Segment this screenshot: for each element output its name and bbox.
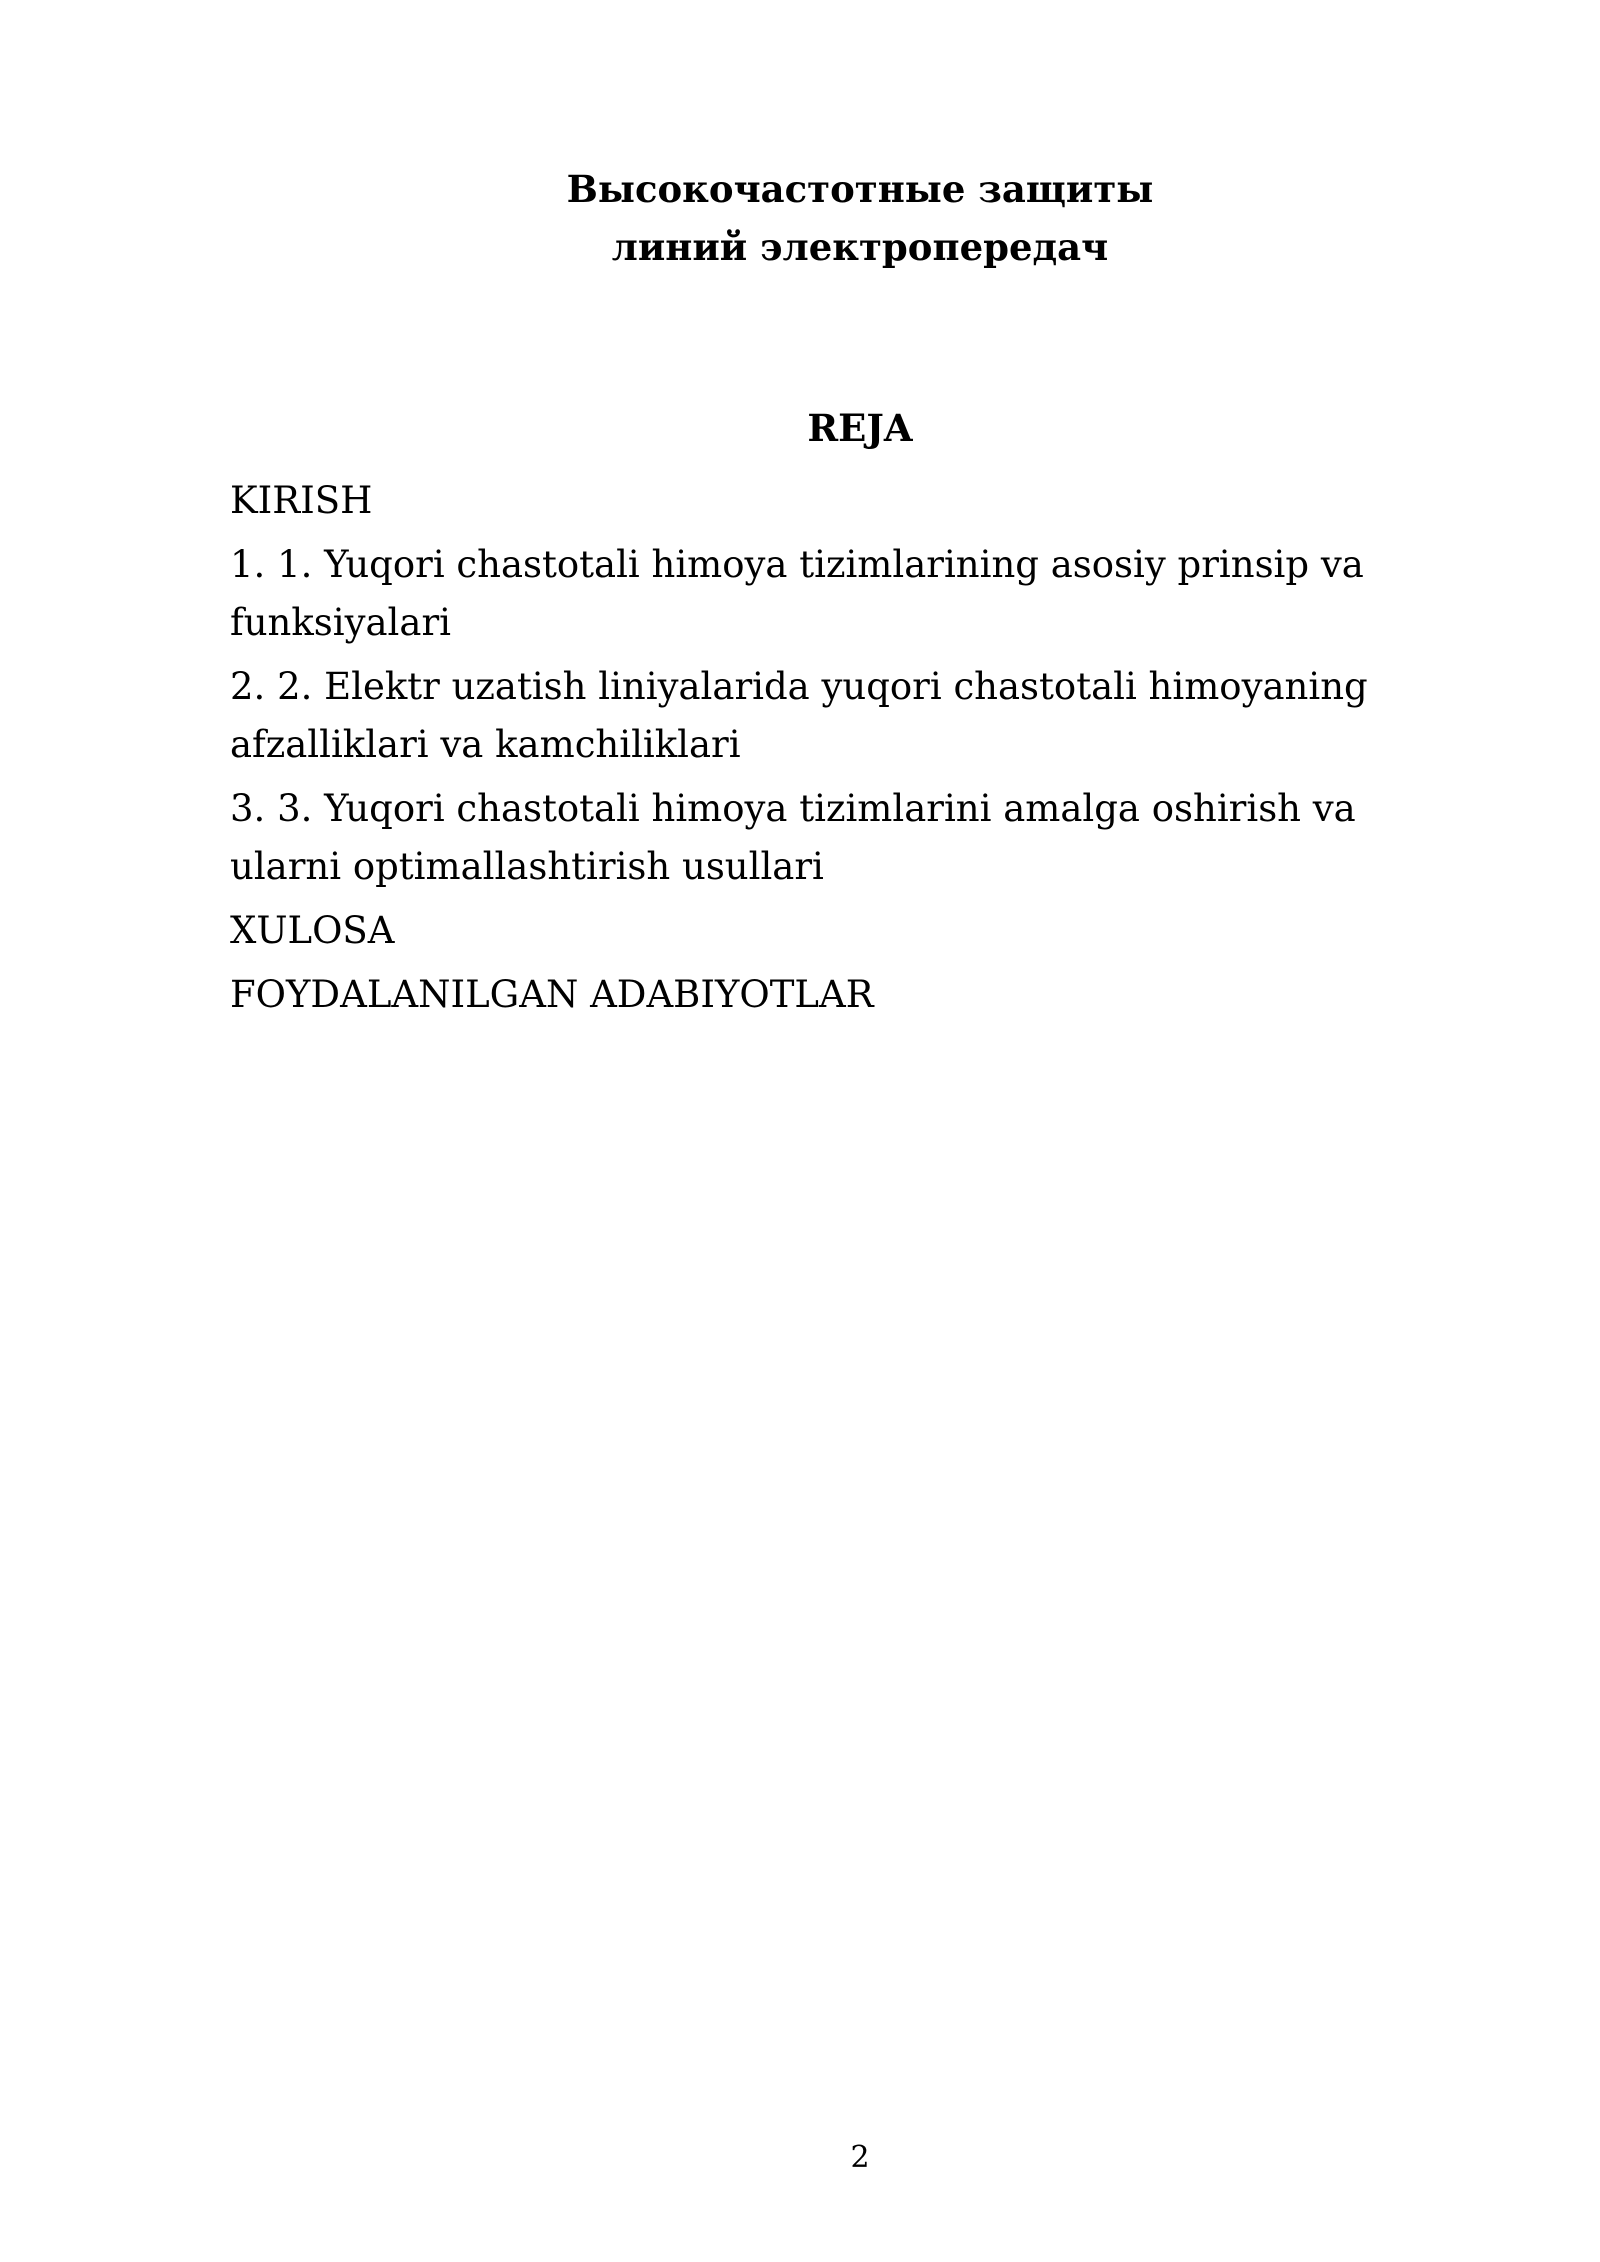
toc-item-section-2: 2. 2. Elektr uzatish liniyalarida yuqori chastotali himoyaning afzalliklari va kamchiliklari bbox=[230, 665, 1368, 766]
page-number: 2 bbox=[850, 2140, 870, 2175]
table-of-contents bbox=[230, 472, 1430, 1030]
toc-item-introduction: KIRISH bbox=[230, 479, 373, 522]
title-line-2: линий электропередач bbox=[611, 225, 1109, 269]
toc-item-section-1: 1. 1. Yuqori chastotali himoya tizimlarining asosiy prinsip va funksiyalari bbox=[230, 543, 1364, 644]
toc-item-references: FOYDALANILGAN ADABIYOTLAR bbox=[230, 973, 874, 1016]
toc-item-section-3: 3. 3. Yuqori chastotali himoya tizimlarini amalga oshirish va ularni optimallashtirish usullari bbox=[230, 787, 1356, 888]
plan-heading: REJA bbox=[807, 406, 913, 450]
document-title bbox=[230, 160, 1490, 276]
title-line-1: Высокочастотные защиты bbox=[566, 167, 1154, 211]
toc-item-conclusion: XULOSA bbox=[230, 909, 395, 952]
